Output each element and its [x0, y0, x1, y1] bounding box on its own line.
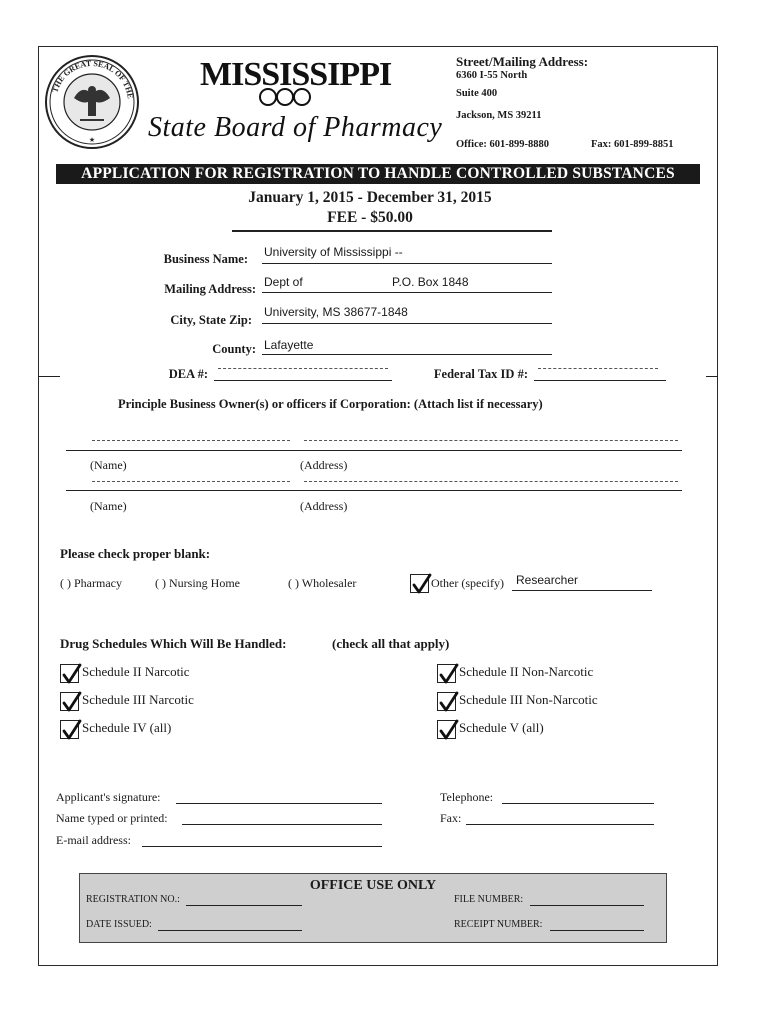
email-line[interactable] — [142, 846, 382, 847]
schedules-heading-note: (check all that apply) — [332, 636, 450, 651]
state-name-logo: MISSISSIPPI — [200, 56, 392, 93]
city-state-zip-label: City, State Zip: — [170, 313, 252, 327]
svg-text:THE GREAT SEAL OF THE STATE: THE GREAT SEAL OF THE — [50, 58, 135, 100]
right-margin-tick — [706, 376, 718, 377]
mailing-address-field-2[interactable]: P.O. Box 1848 — [392, 275, 469, 289]
schedule-ii-narcotic-checkbox[interactable] — [60, 664, 79, 683]
date-issued-line[interactable] — [158, 930, 302, 931]
county-label: County: — [212, 342, 256, 356]
check-mark-icon — [60, 662, 84, 686]
fax-label: Fax: — [440, 811, 462, 825]
option-nursing-home[interactable]: ( ) Nursing Home — [155, 576, 240, 590]
option-other-field[interactable]: Researcher — [516, 573, 579, 587]
dea-dashes — [218, 368, 388, 369]
schedule-ii-narcotic-label: Schedule II Narcotic — [82, 664, 190, 679]
owner-1-address-label: (Address) — [300, 458, 348, 472]
schedule-iv-label: Schedule IV (all) — [82, 720, 172, 735]
owner-2-name-dashes — [92, 481, 290, 482]
check-mark-icon — [60, 690, 84, 714]
option-wholesaler[interactable]: ( ) Wholesaler — [288, 576, 357, 590]
address-title: Street/Mailing Address: — [456, 54, 589, 69]
address-line-1: 6360 I-55 North — [456, 70, 528, 81]
schedule-iii-non-narcotic-label: Schedule III Non-Narcotic — [459, 692, 598, 707]
file-number-label: FILE NUMBER: — [454, 894, 524, 905]
owner-1-name-dashes — [92, 440, 290, 441]
dea-line[interactable] — [214, 380, 392, 381]
date-issued-label: DATE ISSUED: — [86, 919, 152, 930]
registration-no-line[interactable] — [186, 905, 302, 906]
check-mark-icon — [437, 662, 461, 686]
schedule-ii-non-narcotic-label: Schedule II Non-Narcotic — [459, 664, 594, 679]
fee-underline — [232, 230, 552, 232]
city-state-zip-line — [262, 323, 552, 324]
dea-label: DEA #: — [168, 367, 208, 381]
schedule-ii-non-narcotic-checkbox[interactable] — [437, 664, 456, 683]
owner-2-address-dashes — [304, 481, 678, 482]
board-name: State Board of Pharmacy — [148, 112, 443, 143]
state-seal-icon — [44, 54, 140, 150]
county-line — [262, 354, 552, 355]
pharmacy-mortar-icon — [250, 86, 320, 108]
city-state-zip-field[interactable]: University, MS 38677-1848 — [264, 305, 408, 319]
telephone-line[interactable] — [502, 803, 654, 804]
name-typed-label: Name typed or printed: — [56, 811, 168, 825]
county-field[interactable]: Lafayette — [264, 338, 314, 352]
option-other-checkbox[interactable] — [410, 574, 429, 593]
check-mark-icon — [60, 718, 84, 742]
address-line-3: Jackson, MS 39211 — [456, 110, 542, 121]
business-name-field[interactable]: University of Mississippi -- — [264, 245, 403, 259]
mailing-address-label: Mailing Address: — [164, 282, 256, 296]
schedules-heading: Drug Schedules Which Will Be Handled: — [60, 636, 287, 651]
title-banner-text: APPLICATION FOR REGISTRATION TO HANDLE CONTROLLED SUBSTANCES — [81, 165, 675, 182]
fee: FEE - $50.00 — [327, 209, 413, 226]
name-typed-line[interactable] — [182, 824, 382, 825]
schedule-v-label: Schedule V (all) — [459, 720, 544, 735]
owners-heading: Principle Business Owner(s) or officers if Corporation: (Attach list if necessary) — [118, 397, 543, 411]
applicant-signature-line[interactable] — [176, 803, 382, 804]
check-mark-icon — [437, 690, 461, 714]
federal-tax-id-line[interactable] — [534, 380, 666, 381]
option-other-line — [512, 590, 652, 591]
office-phone: Office: 601-899-8880 — [456, 139, 550, 150]
owner-1-name-label: (Name) — [90, 458, 127, 472]
registration-period: January 1, 2015 - December 31, 2015 — [248, 189, 492, 206]
owner-2-address-label: (Address) — [300, 499, 348, 513]
applicant-signature-label: Applicant's signature: — [56, 790, 161, 804]
receipt-number-line[interactable] — [550, 930, 644, 931]
owner-1-address-dashes — [304, 440, 678, 441]
telephone-label: Telephone: — [440, 790, 494, 804]
federal-tax-id-dashes — [538, 368, 658, 369]
business-name-label: Business Name: — [163, 252, 248, 266]
schedule-iii-narcotic-label: Schedule III Narcotic — [82, 692, 194, 707]
mailing-address-field-1[interactable]: Dept of — [264, 275, 303, 289]
check-mark-icon — [437, 718, 461, 742]
svg-text:★: ★ — [88, 136, 96, 144]
owner-2-name-label: (Name) — [90, 499, 127, 513]
option-pharmacy[interactable]: ( ) Pharmacy — [60, 576, 122, 590]
fax-line[interactable] — [466, 824, 654, 825]
business-name-line — [262, 263, 552, 264]
email-label: E-mail address: — [56, 833, 131, 847]
schedule-iv-checkbox[interactable] — [60, 720, 79, 739]
fax-phone: Fax: 601-899-8851 — [591, 139, 674, 150]
check-blank-heading: Please check proper blank: — [60, 546, 211, 561]
left-margin-tick — [38, 376, 60, 377]
owner-1-line[interactable] — [66, 450, 682, 451]
option-other-label: Other (specify) — [431, 576, 504, 590]
schedule-v-checkbox[interactable] — [437, 720, 456, 739]
mailing-address-line — [262, 292, 552, 293]
address-line-2: Suite 400 — [456, 88, 498, 99]
schedule-iii-narcotic-checkbox[interactable] — [60, 692, 79, 711]
receipt-number-label: RECEIPT NUMBER: — [454, 919, 543, 930]
federal-tax-id-label: Federal Tax ID #: — [433, 367, 528, 381]
registration-no-label: REGISTRATION NO.: — [86, 894, 180, 905]
schedule-iii-non-narcotic-checkbox[interactable] — [437, 692, 456, 711]
owner-2-line[interactable] — [66, 490, 682, 491]
office-use-title: OFFICE USE ONLY — [309, 878, 437, 893]
file-number-line[interactable] — [530, 905, 644, 906]
